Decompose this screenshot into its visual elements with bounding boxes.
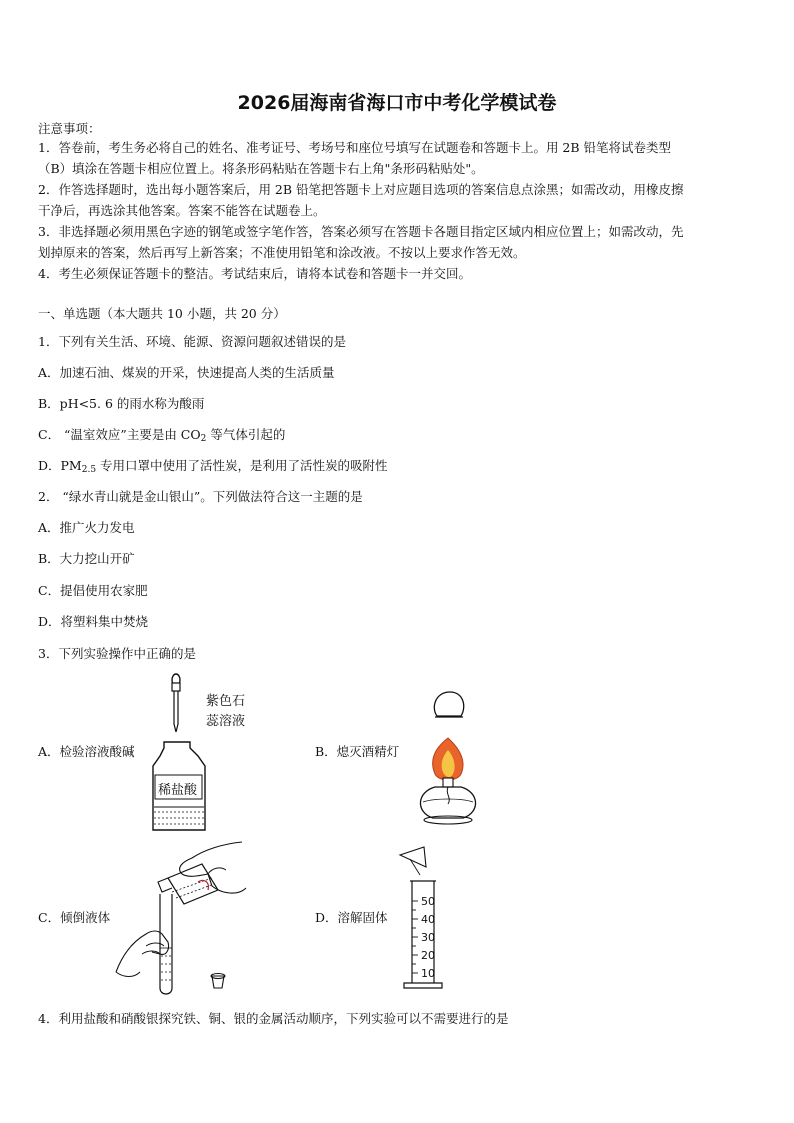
q3-option-d: D．溶解固体 (315, 910, 388, 925)
notice-line: 3．非选择题必须用黑色字迹的钢笔或签字笔作答，答案必须写在答题卡各题目指定区域内相应位置上；如需改动，先 (38, 224, 684, 239)
q1-option-b: B．pH<5. 6 的雨水称为酸雨 (38, 396, 205, 411)
notice-line: 1．答卷前，考生务必将自己的姓名、准考证号、考场号和座位号填写在试题卷和答题卡上。用 2B 铅笔将试卷类型 (38, 140, 672, 155)
q1-option-a: A．加速石油、煤炭的开采，快速提高人类的生活质量 (38, 365, 335, 380)
q2-option-c: C．提倡使用农家肥 (38, 583, 148, 598)
question-1-stem: 1．下列有关生活、环境、能源、资源问题叙述错误的是 (38, 334, 346, 349)
tick-label: 40 (421, 913, 435, 926)
question-2-stem: 2． “绿水青山就是金山银山”。下列做法符合这一主题的是 (38, 489, 363, 504)
notice-line: 2．作答选择题时，选出每小题答案后，用 2B 铅笔把答题卡上对应题目选项的答案信息点涂黑；如需改动，用橡皮擦 (38, 182, 684, 197)
figure-label-litmus-1: 紫色石 (206, 694, 246, 709)
figure-alcohol-lamp (405, 686, 485, 836)
q1-option-d: D．$PM_{2.5}$ 专用口罩中使用了活性炭，是利用了活性炭的吸附性 (38, 458, 388, 475)
notice-line: 干净后，再选涂其他答案。答案不能答在试题卷上。 (38, 203, 326, 218)
bottle-label: 稀盐酸 (158, 783, 198, 798)
question-3-stem: 3．下列实验操作中正确的是 (38, 646, 196, 661)
notice-line: 4．考生必须保证答题卡的整洁。考试结束后，请将本试卷和答题卡一并交回。 (38, 266, 471, 281)
tick-label: 50 (421, 895, 435, 908)
q2-option-b: B．大力挖山开矿 (38, 551, 135, 566)
figure-pouring-liquid (112, 838, 252, 1003)
exam-title: 2026届海南省海口市中考化学模试卷 (237, 92, 557, 114)
figure-label-litmus-2: 蕊溶液 (206, 714, 246, 729)
tick-label: 10 (421, 967, 435, 980)
section-heading: 一、单选题（本大题共 10 小题，共 20 分） (38, 306, 286, 321)
notice-heading: 注意事项： (38, 121, 101, 136)
q3-option-b: B．熄灭酒精灯 (315, 744, 400, 759)
q3-option-c: C．倾倒液体 (38, 910, 111, 925)
tick-label: 30 (421, 931, 435, 944)
notice-line: （B）填涂在答题卡相应位置上。将条形码粘贴在答题卡右上角"条形码粘贴处"。 (38, 161, 484, 176)
tick-label: 20 (421, 949, 435, 962)
question-4-stem: 4．利用盐酸和硝酸银探究铁、铜、银的金属活动顺序，下列实验可以不需要进行的是 (38, 1011, 509, 1026)
q3-option-a: A．检验溶液酸碱 (38, 744, 135, 759)
notice-line: 划掉原来的答案，然后再写上新答案；不准使用铅笔和涂改液。不按以上要求作答无效。 (38, 245, 526, 260)
q2-option-d: D．将塑料集中焚烧 (38, 614, 149, 629)
q2-option-a: A．推广火力发电 (38, 520, 135, 535)
q1-option-c: C． “温室效应”主要是由 $CO_2$ 等气体引起的 (38, 427, 286, 444)
